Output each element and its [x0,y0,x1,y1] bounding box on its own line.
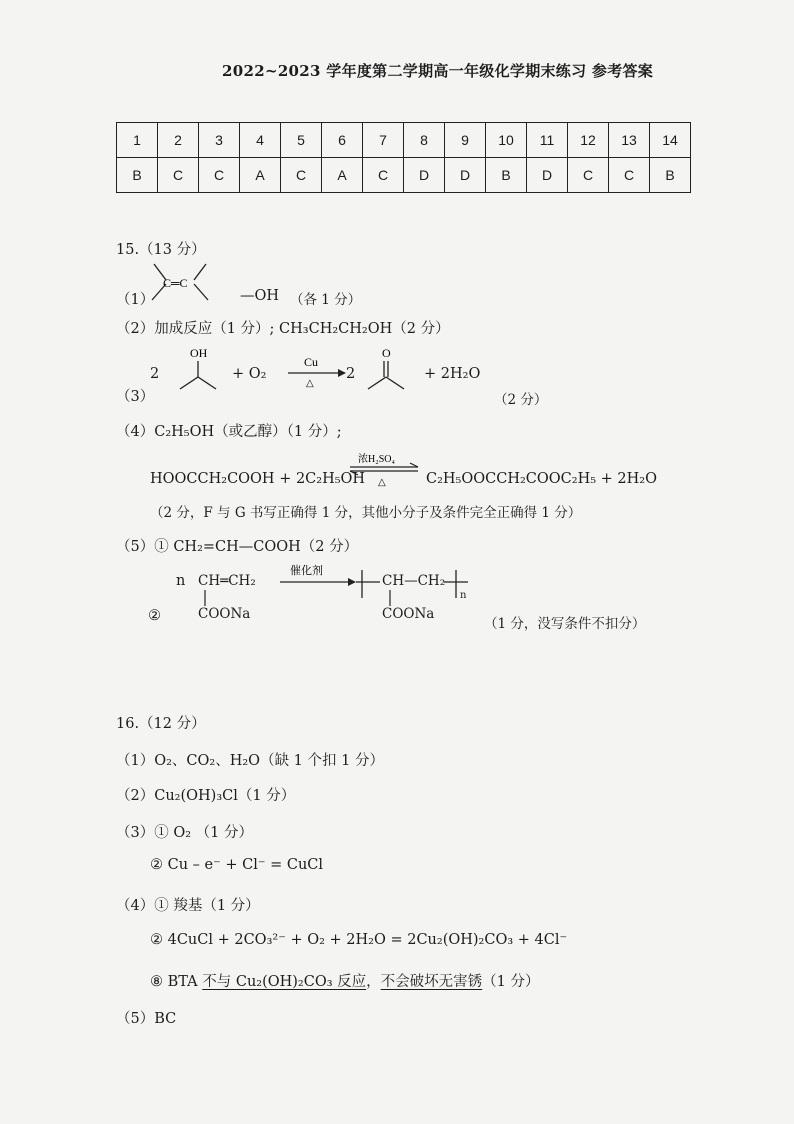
question-number-cell: 10 [486,123,527,158]
question-number-cell: 11 [527,123,568,158]
q15-part5-1: （5）① CH₂=CH—COOH（2 分） [116,539,359,555]
q16-part1: （1）O₂、CO₂、H₂O（缺 1 个扣 1 分） [116,753,384,769]
q16-part4-1: （4）① 羧基（1 分） [116,898,260,914]
water-product: + 2H₂O [424,366,481,382]
heat-symbol-2: △ [378,477,386,488]
q15-header: 15.（13 分） [116,242,206,258]
polymer-sub: COONa [382,606,435,622]
answer-cell: D [445,158,486,193]
answer-cell: C [568,158,609,193]
copper-catalyst: Cu [304,355,319,369]
question-number-cell: 4 [240,123,281,158]
answer-table-number-row [117,123,691,158]
q15-part5-2-label: ② [148,608,161,624]
answer-cell: C [609,158,650,193]
q16-part4-2: ② 4CuCl + 2CO₃²⁻ + O₂ + 2H₂O = 2Cu₂(OH)₂CO₃ + 4Cl⁻ [150,932,568,948]
question-number-cell: 8 [404,123,445,158]
esterification-right: C₂H₅OOCCH₂COOC₂H₅ + 2H₂O [426,471,657,487]
q16-part3-1: （3）① O₂ （1 分） [116,825,253,841]
question-number-cell: 9 [445,123,486,158]
question-number-cell: 12 [568,123,609,158]
question-number-cell: 6 [322,123,363,158]
q16-part2: （2）Cu₂(OH)₃Cl（1 分） [116,788,296,804]
answer-cell: B [117,158,158,193]
heat-symbol: △ [306,378,314,389]
carbonyl-o: O [382,346,391,360]
q16-part4-3-score: （1 分） [482,974,540,990]
answer-table [116,122,691,193]
monomer-sub: COONa [198,606,251,622]
q16-header: 16.（12 分） [116,716,206,732]
q15-part5-2-note: （1 分，没写条件不扣分） [484,616,646,632]
answer-cell: C [363,158,404,193]
q16-part5: （5）BC [116,1011,177,1027]
q16-part4-3-underline2: 不会破坏无害锈 [380,974,483,990]
question-number-cell: 3 [199,123,240,158]
answer-cell: D [404,158,445,193]
q15-part3-label: （3） [116,389,155,405]
oh-label: OH [190,346,208,360]
question-number-cell: 2 [158,123,199,158]
q16-part3-2: ② Cu – e⁻ + Cl⁻ = CuCl [150,857,324,873]
q15-part2: （2）加成反应（1 分）; CH₃CH₂CH₂OH（2 分） [116,321,450,337]
q15-part3-score: （2 分） [494,392,548,408]
isopropanol-structure [170,345,230,400]
q16-part4-3-sep: ， [366,974,381,990]
answer-cell: A [322,158,363,193]
reversible-arrow [346,452,424,492]
monomer-top: CH═CH₂ [198,573,256,589]
answer-cell: C [158,158,199,193]
question-number-cell: 7 [363,123,404,158]
coefficient-2: 2 [150,366,160,382]
acetone-structure [362,345,422,400]
question-number-cell: 5 [281,123,322,158]
q15-part4: （4）C₂H₅OH（或乙醇）（1 分）; [116,424,342,440]
reaction-arrow [286,355,346,395]
q15-part1-label: （1） [116,292,155,308]
answer-cell: D [527,158,568,193]
q15-part4-note: （2 分，F 与 G 书写正确得 1 分，其他小分子及条件完全正确得 1 分） [150,505,582,521]
q15-part1-note: （各 1 分） [290,292,362,308]
hydroxyl-group: —OH [240,288,280,304]
answer-cell: A [240,158,281,193]
polymerization-arrow [278,564,358,590]
question-number-cell: 13 [609,123,650,158]
answer-cell: B [486,158,527,193]
answer-table-answer-row [117,158,691,193]
question-number-cell: 14 [650,123,691,158]
coefficient-2b: 2 [346,366,356,382]
monomer-count: n [176,573,186,589]
oxygen-reactant: + O₂ [232,366,267,382]
catalyst-label: 催化剂 [290,564,323,577]
answer-cell: C [281,158,322,193]
answer-cell: C [199,158,240,193]
alkene-label: C═C [163,276,188,290]
polymer-top: CH—CH₂ [382,573,446,589]
q16-part4-3-underline1: 不与 Cu₂(OH)₂CO₃ 反应 [202,974,367,990]
sulfuric-acid-catalyst: 浓H₂SO₄ [358,454,395,465]
alkene-structure [146,258,216,304]
esterification-left: HOOCCH₂COOH + 2C₂H₅OH [150,471,366,487]
polymer-degree: n [460,590,467,601]
answer-cell: B [650,158,691,193]
q16-part4-3 [150,970,540,991]
question-number-cell: 1 [117,123,158,158]
page-title: 2022~2023 学年度第二学期高一年级化学期末练习 参考答案 [222,62,654,80]
q16-part4-3-prefix: ⑧ BTA [150,974,203,990]
